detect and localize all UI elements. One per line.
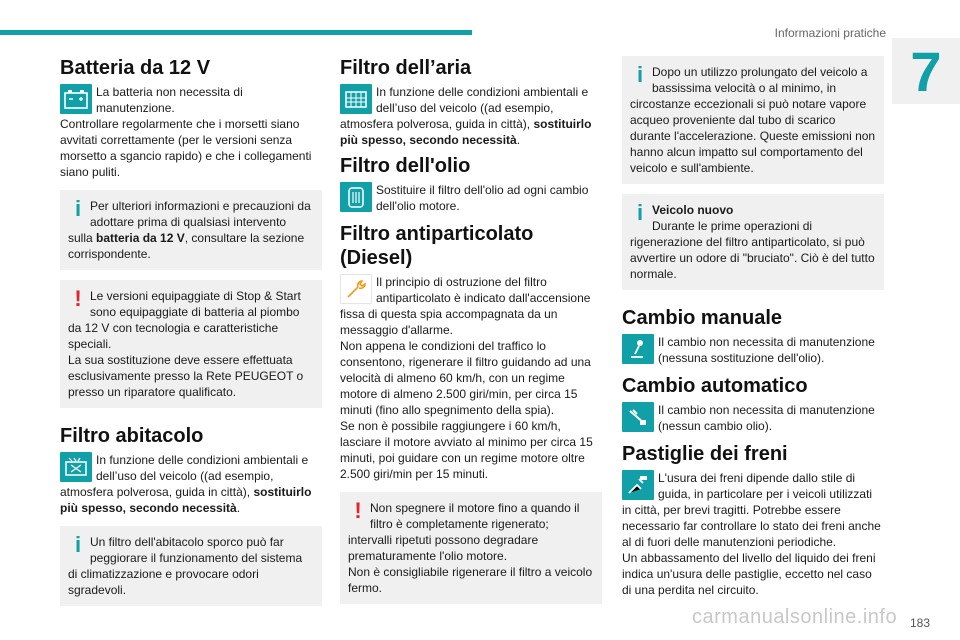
note-text: Dopo un utilizzo prolungato del veicolo a bassissima velocità o al minimo, in circostanze eccezionali si può notare vapore acqueo proveniente dal tubo di scarico durante l'accelerazione. Queste emissioni non hanno alcun impatto sul comportamento del veicolo e sull'ambiente. [630,65,876,175]
battery-text [60,84,322,180]
air-p1: In funzione delle condizioni ambientali e dell’uso del veicolo ((ad esempio, atmosfera polverosa, guida in città), [340,85,589,131]
info-icon: i [74,532,82,557]
column-2 [340,56,602,614]
note-text: Non spegnere il motore fino a quando il filtro è completamente rigenerato; intervalli ripetuti possono degradare prematuramente l'olio motore. [348,501,580,563]
info-icon: i [636,62,644,87]
battery-p2: Controllare regolarmente che i morsetti siano avvitati correttamente (per le versioni senza morsetto a sgancio rapido) e che i collegamenti siano puliti. [60,117,312,179]
page-number: 183 [909,616,930,630]
warning-icon: ! [354,498,362,523]
automatic-selector-icon [622,402,654,432]
oil-filter-icon [340,182,372,212]
note-text: , consultare la sezione corrispondente. [68,231,305,261]
manual-gearbox-text [622,334,884,368]
chapter-number: 7 [892,38,960,104]
oil-filter-heading: Filtro dell'olio [340,155,471,177]
air-p1-end: . [516,133,521,147]
brake-pads-heading: Pastiglie dei freni [622,443,788,465]
battery-p1: La batteria non necessita di manutenzione. [96,85,243,115]
cabin-filter-info-note [60,526,322,606]
air-bold: sostituirlo più spesso, secondo necessità [340,117,592,147]
auto-p1: Il cambio non necessita di manutenzione (nessun cambio olio). [658,403,875,433]
new-vehicle-info-note [622,194,884,290]
dpf-warning-note [340,492,602,604]
battery-info-note [60,190,322,270]
wrench-icon [340,274,372,304]
cabin-p1: In funzione delle condizioni ambientali e dell’uso del veicolo ((ad esempio, atmosfera polverosa, guida in città), [60,453,309,499]
info-icon: i [636,200,644,225]
section-title: Informazioni pratiche [774,26,886,40]
dpf-p2: Non appena le condizioni del traffico lo consentono, rigenerare il filtro guidando ad una velocità di almeno 60 km/h, con un regime motore di almeno 2.500 giri/min, per circa 15 minuti (fino allo spegnimento della spia). [340,339,591,417]
dpf-p1: Il principio di ostruzione del filtro antiparticolato è indicato dall'accensione fissa di questa spia accompagnata da un messaggio d'allarme. [340,275,591,337]
dpf-text [340,274,602,482]
oil-p1: Sostituire il filtro dell'olio ad ogni cambio dell'olio motore. [376,183,589,213]
manual-p1: Il cambio non necessita di manutenzione (nessuna sostituzione dell'olio). [658,335,875,365]
note-bold: batteria da 12 V [96,231,185,245]
battery-warning-note [60,280,322,408]
note-text: Durante le prime operazioni di rigenerazione del filtro antiparticolato, si può avvertire un odore di "bruciato". Ciò è del tutto normale. [630,219,875,281]
auto-gearbox-text [622,402,884,436]
air-filter-text [340,84,602,148]
air-filter-heading: Filtro dell’aria [340,57,472,79]
cabin-filter-text [60,452,322,516]
watermark: carmanualsonline.info [692,606,898,628]
note-text: Un filtro dell'abitacolo sporco può far peggiorare il funzionamento del sistema di climatizzazione e provocare odori sgradevoli. [68,535,303,597]
cabin-filter-icon [60,452,92,482]
cabin-p1-end: . [236,501,241,515]
column-3 [622,56,884,598]
battery-heading: Batteria da 12 V [60,57,211,79]
air-filter-icon [340,84,372,114]
cabin-filter-heading: Filtro abitacolo [60,425,204,447]
note-text: Non è consigliabile rigenerare il filtro a veicolo fermo. [348,565,593,595]
warning-icon: ! [74,286,82,311]
manual-gearbox-heading: Cambio manuale [622,307,783,329]
gear-lever-icon [622,334,654,364]
battery-icon [60,84,92,114]
auto-gearbox-heading: Cambio automatico [622,375,808,397]
note-text: Le versioni equipaggiate di Stop & Start sono equipaggiate di batteria al piombo da 12 V con tecnologia e caratteristiche speciali. [68,289,301,351]
cabin-bold: sostituirlo più spesso, secondo necessità [60,485,312,515]
dpf-p3: Se non è possibile raggiungere i 60 km/h, lasciare il motore avviato al minimo per circa 15 minuti, poi guidare con un regime motore oltre 2.500 giri/min per 15 minuti. [340,419,593,481]
note-text: La sua sostituzione deve essere effettuata esclusivamente presso la Rete PEUGEOT o presso un riparatore qualificato. [68,353,304,399]
header-accent-bar [0,30,472,35]
column-1 [60,56,322,616]
brake-p1: L'usura dei freni dipende dallo stile di guida, in particolare per i veicoli utilizzati in città, per brevi tragitti. Potrebbe essere necessario far controllare lo stato dei freni anche al di fuori delle manutenzioni periodiche. [622,471,881,549]
oil-filter-text [340,182,602,216]
note-text: Per ulteriori informazioni e precauzioni da adottare prima di qualsiasi intervento sulla [68,199,311,245]
exhaust-info-note [622,56,884,184]
brake-pedal-icon [622,470,654,500]
brake-pads-text [622,470,884,598]
info-icon: i [74,196,82,221]
brake-p2: Un abbassamento del livello del liquido dei freni indica un'usura delle pastiglie, eccetto nel caso di una perdita nel circuito. [622,551,876,597]
note-title: Veicolo nuovo [652,203,734,217]
dpf-heading: Filtro antiparticolato (Diesel) [340,223,534,269]
